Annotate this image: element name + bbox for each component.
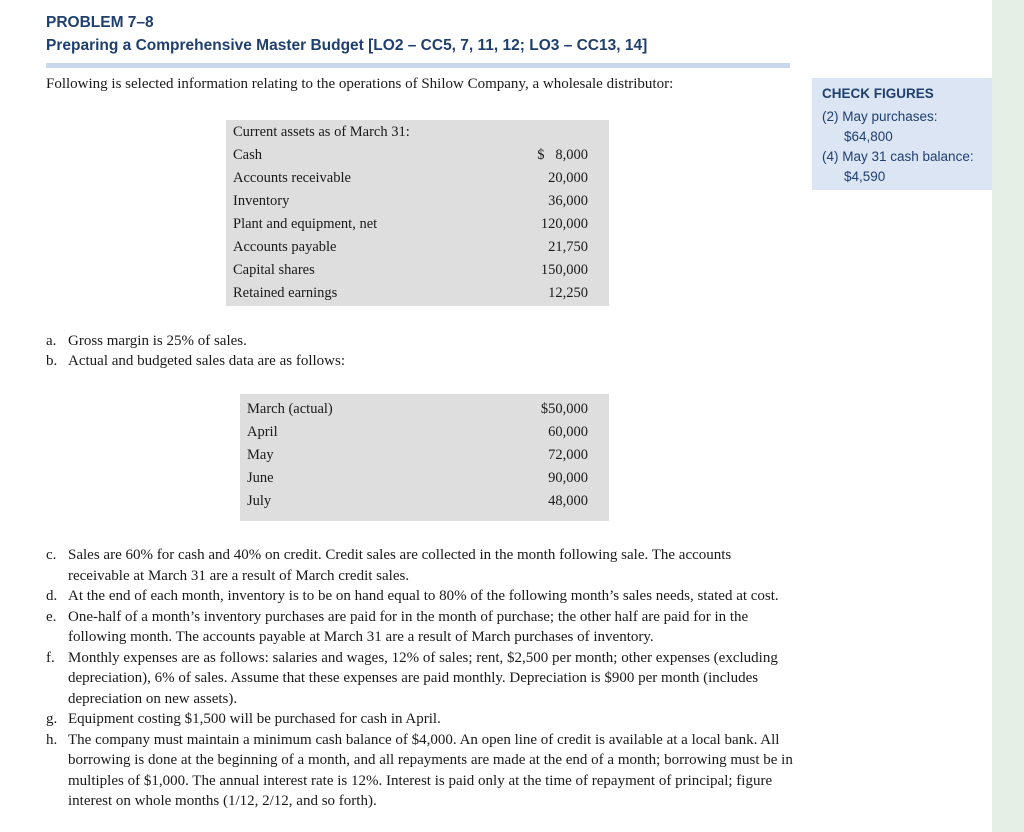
row-label: March (actual) <box>247 401 333 417</box>
table-row <box>240 493 609 515</box>
table-row <box>226 262 609 284</box>
list-item-c <box>46 545 794 586</box>
row-value: 150,000 <box>540 262 588 278</box>
check-figures-title: CHECK FIGURES <box>822 86 934 101</box>
check-figure-item: (4) May 31 cash balance: $4,590 <box>822 149 974 184</box>
item-letter: c. <box>46 547 57 563</box>
sales-table <box>240 394 609 521</box>
row-label: July <box>247 493 272 509</box>
item-text: One-half of a month’s inventory purchases are paid for in the month of purchase; the other half are paid for in the following month. The accounts payable at March 31 are a result of March purchases of inventory. <box>68 608 749 645</box>
list-item-b <box>46 351 345 371</box>
item-letter: g. <box>46 711 58 727</box>
list-item-f <box>46 648 794 710</box>
list-item-d <box>46 586 794 607</box>
item-text: Sales are 60% for cash and 40% on credit. Credit sales are collected in the month following sale. The accounts receivable at March 31 are a result of March credit sales. <box>68 547 732 584</box>
item-text: The company must maintain a minimum cash balance of $4,000. An open line of credit is available at a local bank. All borrowing is done at the beginning of a month, and all repayments are made at the end of a month; borrowing must be in multiples of $1,000. The annual interest rate is 12%. Interest is paid only at the time of repayment of principal; figure interest on whole months (1/12, 2/12, and so forth). <box>68 731 793 809</box>
intro-text: Following is selected information relating to the operations of Shilow Company, a wholesale distributor: <box>46 76 674 92</box>
table-row <box>240 470 609 492</box>
item-letter: a. <box>46 333 57 349</box>
table-row <box>226 147 609 169</box>
table-row <box>240 424 609 446</box>
item-text: Equipment costing $1,500 will be purchased for cash in April. <box>68 711 441 727</box>
table-row <box>226 216 609 238</box>
check-figures-box <box>812 78 992 190</box>
row-label: Cash <box>233 147 262 163</box>
row-label: April <box>247 424 278 440</box>
balances-heading: Current assets as of March 31: <box>233 124 410 140</box>
row-value: 48,000 <box>548 493 588 509</box>
row-value: 20,000 <box>548 170 588 186</box>
balances-table <box>226 120 609 306</box>
row-label: June <box>247 470 274 486</box>
item-text: Gross margin is 25% of sales. <box>68 333 247 349</box>
row-value: 90,000 <box>548 470 588 486</box>
item-letter: e. <box>46 608 57 625</box>
row-value: 72,000 <box>548 447 588 463</box>
page-edge-strip <box>992 0 1024 832</box>
list-item-e <box>46 607 794 648</box>
row-value: 120,000 <box>540 216 588 232</box>
list-item-a <box>46 331 247 351</box>
item-text: Monthly expenses are as follows: salaries and wages, 12% of sales; rent, $2,500 per month; other expenses (excluding depreciation), 6% of sales. Assume that these expenses are paid monthly. Depreciation is $900 per month (includes depreciation on new assets). <box>68 649 778 707</box>
row-label: Accounts receivable <box>233 170 351 186</box>
table-row <box>240 401 609 423</box>
table-row <box>226 285 609 307</box>
problem-title: Preparing a Comprehensive Master Budget [LO2 – CC5, 7, 11, 12; LO3 – CC13, 14] <box>46 37 648 54</box>
item-text: Actual and budgeted sales data are as follows: <box>68 353 345 369</box>
list-item-h <box>46 730 794 812</box>
row-label: May <box>247 447 274 463</box>
row-value: 12,250 <box>548 285 588 301</box>
row-label: Capital shares <box>233 262 315 278</box>
list-items-c-h <box>46 545 794 812</box>
list-item-g <box>46 709 794 730</box>
row-value: 21,750 <box>548 239 588 255</box>
item-text: At the end of each month, inventory is to be on hand equal to 80% of the following month’s sales needs, stated at cost. <box>68 588 779 604</box>
item-letter: b. <box>46 353 58 369</box>
table-row <box>226 239 609 261</box>
row-value: 60,000 <box>548 424 588 440</box>
row-label: Plant and equipment, net <box>233 216 378 232</box>
table-row <box>226 170 609 192</box>
row-value: $ 8,000 <box>537 147 588 163</box>
title-rule <box>46 63 790 68</box>
row-label: Inventory <box>233 193 290 209</box>
row-value: 36,000 <box>548 193 588 209</box>
row-label: Accounts payable <box>233 239 337 255</box>
check-figure-item: (2) May purchases: $64,800 <box>822 109 938 144</box>
row-label: Retained earnings <box>233 285 338 301</box>
table-row <box>226 193 609 215</box>
item-letter: h. <box>46 731 58 748</box>
row-value: $50,000 <box>540 401 588 417</box>
item-letter: f. <box>46 649 55 666</box>
table-row <box>240 447 609 469</box>
balances-heading-row <box>226 124 609 146</box>
item-letter: d. <box>46 588 58 604</box>
problem-label: PROBLEM 7–8 <box>46 14 154 31</box>
